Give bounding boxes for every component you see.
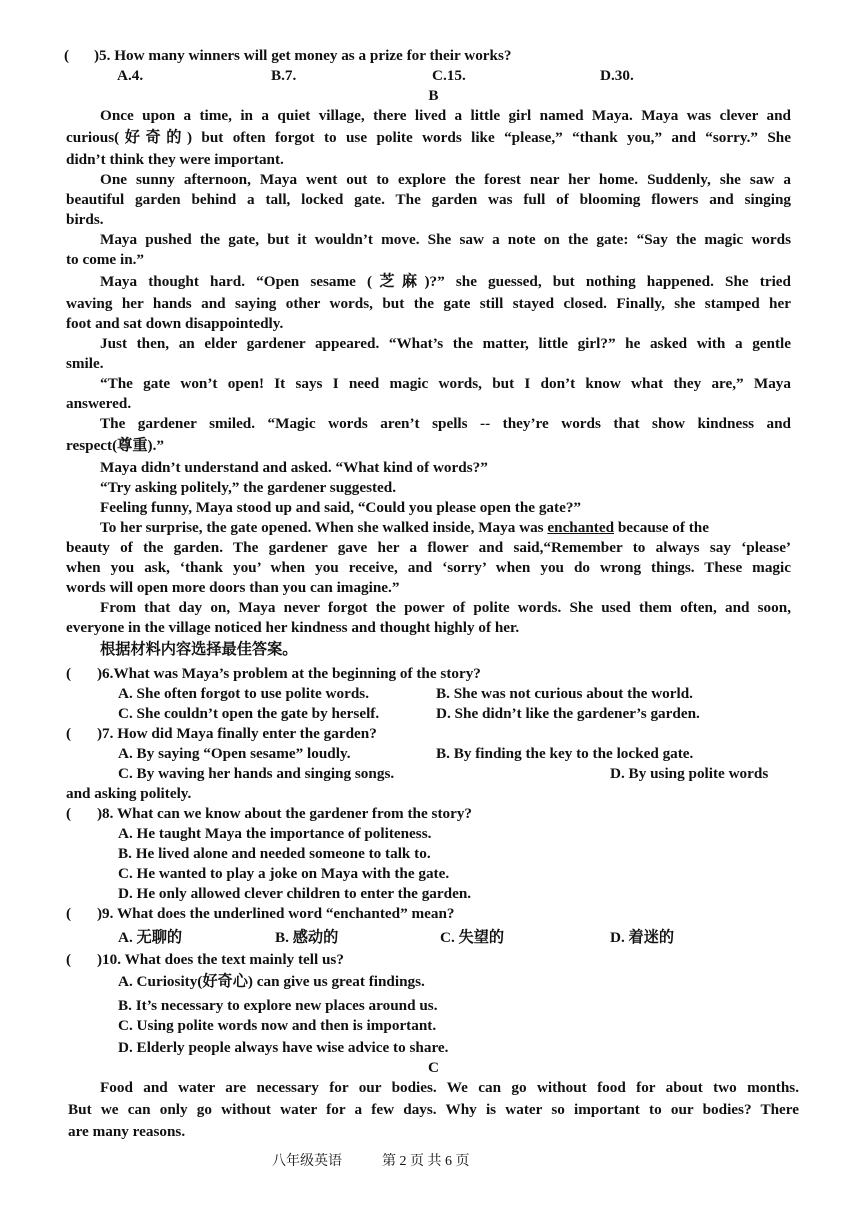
q9-option-c: C. 失望的	[440, 929, 505, 946]
q9-option-d: D. 着迷的	[610, 929, 675, 946]
footer-grade: 八年级英语	[272, 1154, 342, 1169]
q6-option-b: B. She was not curious about the world.	[436, 685, 693, 702]
q7-stem: )7. How did Maya finally enter the garden?	[97, 725, 377, 742]
q8-option-a: A. He taught Maya the importance of politeness.	[118, 825, 432, 842]
q6-stem: )6.What was Maya’s problem at the beginning of the story?	[97, 665, 481, 682]
q10-option-c: C. Using polite words now and then is important.	[118, 1017, 437, 1034]
passage-line: beauty of the garden. The gardener gave her a flower and said,“Remember to always say ‘please’	[66, 539, 791, 556]
passage-line: curious(好奇的) but often forgot to use polite words like “please,” “thank you,” and “sorry.” She	[66, 129, 791, 146]
footer-page-number: 第 2 页 共 6 页	[382, 1154, 470, 1169]
q10-option-b: B. It’s necessary to explore new places around us.	[118, 997, 438, 1014]
q6-option-a: A. She often forgot to use polite words.	[118, 685, 369, 702]
passage-c-line: But we can only go without water for a few days. Why is water so important to our bodies? There	[68, 1101, 799, 1118]
passage-line: birds.	[66, 211, 104, 228]
passage-line: to come in.”	[66, 251, 145, 268]
q7-option-d: D. By using polite words	[610, 765, 769, 782]
passage-line: Just then, an elder gardener appeared. “What’s the matter, little girl?” he asked with a gentle	[100, 335, 791, 352]
underlined-word-enchanted: enchanted	[547, 519, 615, 536]
q9-stem: )9. What does the underlined word “enchanted” mean?	[97, 905, 455, 922]
q9-paren: (	[66, 905, 72, 922]
q6-paren: (	[66, 665, 72, 682]
section-b-heading: B	[428, 87, 439, 104]
q5-option-a: A.4.	[117, 67, 144, 84]
passage-line: waving her hands and saying other words, but the gate still stayed closed. Finally, she stamped her	[66, 295, 791, 312]
section-c-heading: C	[428, 1059, 439, 1076]
passage-line-with-underline	[100, 518, 709, 538]
q8-option-b: B. He lived alone and needed someone to talk to.	[118, 845, 431, 862]
passage-line: Maya didn’t understand and asked. “What kind of words?”	[100, 459, 488, 476]
passage-line: From that day on, Maya never forgot the power of polite words. She used them often, and soon,	[100, 599, 791, 616]
passage-line: The gardener smiled. “Magic words aren’t spells -- they’re words that show kindness and	[100, 415, 791, 432]
q8-stem: )8. What can we know about the gardener from the story?	[97, 805, 473, 822]
passage-line: answered.	[66, 395, 132, 412]
passage-text: because of the	[614, 519, 709, 536]
passage-line: smile.	[66, 355, 104, 372]
q5-stem: )5. How many winners will get money as a prize for their works?	[94, 47, 512, 64]
q10-option-a: A. Curiosity(好奇心) can give us great findings.	[118, 973, 425, 990]
q7-option-d-continued: and asking politely.	[66, 785, 192, 802]
q10-option-d: D. Elderly people always have wise advice to share.	[118, 1039, 449, 1056]
passage-line: Maya thought hard. “Open sesame (芝麻)?” she guessed, but nothing happened. She tried	[100, 273, 791, 290]
q6-option-d: D. She didn’t like the gardener’s garden.	[436, 705, 700, 722]
passage-line: didn’t think they were important.	[66, 151, 284, 168]
passage-line: Maya pushed the gate, but it wouldn’t move. She saw a note on the gate: “Say the magic words	[100, 231, 791, 248]
q5-option-c: C.15.	[432, 67, 466, 84]
q5-option-d: D.30.	[600, 67, 634, 84]
passage-line: when you ask, ‘thank you’ when you receive, and ‘sorry’ when you do wrong things. These magic	[66, 559, 791, 576]
passage-line: beautiful garden behind a tall, locked gate. The garden was full of blooming flowers and singing	[66, 191, 791, 208]
passage-line: foot and sat down disappointedly.	[66, 315, 284, 332]
passage-line: “Try asking politely,” the gardener suggested.	[100, 479, 397, 496]
q10-stem: )10. What does the text mainly tell us?	[97, 951, 344, 968]
passage-line: One sunny afternoon, Maya went out to explore the forest near her home. Suddenly, she saw a	[100, 171, 791, 188]
q8-option-c: C. He wanted to play a joke on Maya with the gate.	[118, 865, 450, 882]
passage-line: Feeling funny, Maya stood up and said, “Could you please open the gate?”	[100, 499, 582, 516]
instruction-text: 根据材料内容选择最佳答案。	[100, 641, 298, 658]
passage-line: everyone in the village noticed her kindness and thought highly of her.	[66, 619, 520, 636]
q9-option-b: B. 感动的	[275, 929, 339, 946]
passage-line: respect(尊重).”	[66, 437, 164, 454]
q9-option-a: A. 无聊的	[118, 929, 183, 946]
passage-text: To her surprise, the gate opened. When she walked inside, Maya was	[100, 519, 548, 536]
q7-option-c: C. By waving her hands and singing songs.	[118, 765, 395, 782]
passage-line: Once upon a time, in a quiet village, there lived a little girl named Maya. Maya was clever and	[100, 107, 791, 124]
q5-paren: (	[64, 47, 70, 64]
passage-line: “The gate won’t open! It says I need magic words, but I don’t know what they are,” Maya	[100, 375, 791, 392]
q8-paren: (	[66, 805, 72, 822]
q7-option-a: A. By saying “Open sesame” loudly.	[118, 745, 351, 762]
q6-option-c: C. She couldn’t open the gate by herself.	[118, 705, 380, 722]
q5-option-b: B.7.	[271, 67, 297, 84]
passage-line: words will open more doors than you can imagine.”	[66, 579, 400, 596]
passage-c-line: Food and water are necessary for our bodies. We can go without food for about two months.	[100, 1079, 799, 1096]
passage-c-line: are many reasons.	[68, 1123, 186, 1140]
q8-option-d: D. He only allowed clever children to enter the garden.	[118, 885, 472, 902]
q7-option-b: B. By finding the key to the locked gate.	[436, 745, 694, 762]
q10-paren: (	[66, 951, 72, 968]
q7-paren: (	[66, 725, 72, 742]
